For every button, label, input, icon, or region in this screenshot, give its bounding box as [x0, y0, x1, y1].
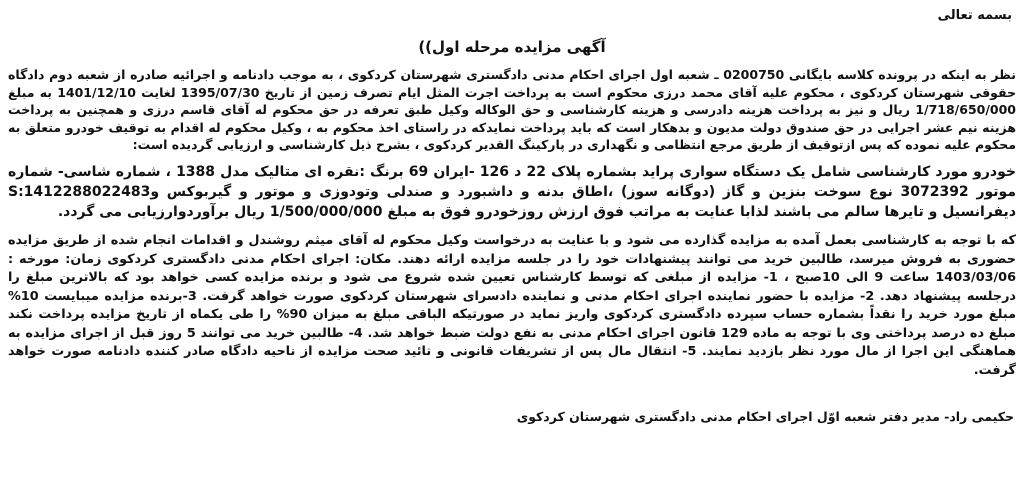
- basmala-heading: بسمه تعالی: [937, 8, 1012, 23]
- vehicle-description-paragraph: خودرو مورد کارشناسی شامل یک دستگاه سواری پراید بشماره پلاک 22 د 126 -ایران 69 برنگ :نقره ای متالیک مدل 1388 ، شماره شاسی- شماره موتور 3072392 نوع سوخت بنزین و گاز (دوگانه سوز) ،اطاق بدنه و داشبورد و صندلی وتودوزی و موتور و گیربوکس وS:1412288022483 دیفرانسیل و تایرها سالم می باشند لذابا عنایت به مراتب فوق ارزش روزخودرو فوق به مبلغ 1/500/000/000 ریال برآوردوارزیابی می گردد.: [8, 164, 1016, 220]
- notice-title: آگهی مزایده مرحله اول)): [418, 38, 606, 56]
- auction-terms-paragraph: که با توجه به کارشناسی بعمل آمده به مزایده گذارده می شود و با عنایت به درخواست وکیل محکوم له آقای میثم روشندل و اقدامات انجام شده از طریق مزایده حضوری به فروش میرسد، طالبین خرید می توانند پیشنهادات خود را در جلسه مزایده ارائه دهند. مکان: اجرای احکام مدنی دادگستری کردکوی زمان: مورخه : 1403/03/06 ساعت 9 الی 10صبح ، 1- مزایده از مبلغی که توسط کارشناس تعیین شده شروع می شود و برنده مزایده کسی خواهد بود که بالاترین مبلغ را درجلسه پیشنهاد دهد. 2- مزایده با حضور نماینده اجرای احکام مدنی و نماینده دادسرای شهرستان کردکوی صورت خواهد گرفت. 3-برنده مزایده میبایست 10% مبلغ مورد خرید را نقداً بشماره حساب سپرده دادگستری کردکوی واریز نماید در صورتیکه الباقی مبلغ به میزان 90% را طی یکماه از تاریخ مزایده پرداخت نکند مبلغ ده درصد پرداختی وی با توجه به ماده 129 قانون اجرای احکام مدنی به نفع دولت ضبط خواهد شد. 4- طالبین خرید می توانند 5 روز قبل از اجرای مزایده به هماهنگی این اجرا از مال مورد نظر بازدید نمایند. 5- انتقال مال پس از تشریفات قانونی و تائید صحت مزایده از ناحیه دادگاه صادر کننده دادنامه صورت خواهد گرفت.: [8, 233, 1016, 378]
- intro-paragraph: نظر به اینکه در پرونده کلاسه بایگانی 0200750 ـ شعبه اول اجرای احکام مدنی دادگستری شهرستان کردکوی ، به موجب دادنامه و اجرائیه صادره از شعبه دوم دادگاه حقوقی شهرستان کردکوی ، محکوم علیه آقای محمد درزی محکوم است به پرداخت اجرت المثل ایام تصرف زمین از تاریخ 1395/07/30 لغایت 1401/12/10 به مبلغ 1/718/650/000 ریال و نیز به پرداخت هزینه دادرسی و هزینه کارشناسی و حق الوکاله وکیل طبق تعرفه در حق محکوم له آقای قاسم درزی و همچنین به پرداخت هزینه نیم عشر اجرایی در حق صندوق دولت مدیون و بدهکار است که باید پرداخت نمایدکه در راستای اخذ محکوم به ، وکیل محکوم له اقدام به توقیف خودرو متعلق به محکوم علیه نموده که پس ازتوقیف از طریق مرجع انتظامی و نگهداری در پارکینگ القدیر کردکوی ، بشرح ذیل کارشناسی و ارزیابی گردیده است:: [8, 67, 1016, 152]
- signature-line: حکیمی راد- مدیر دفتر شعبه اوّل اجرای احکام مدنی دادگستری شهرستان کردکوی: [516, 409, 1014, 424]
